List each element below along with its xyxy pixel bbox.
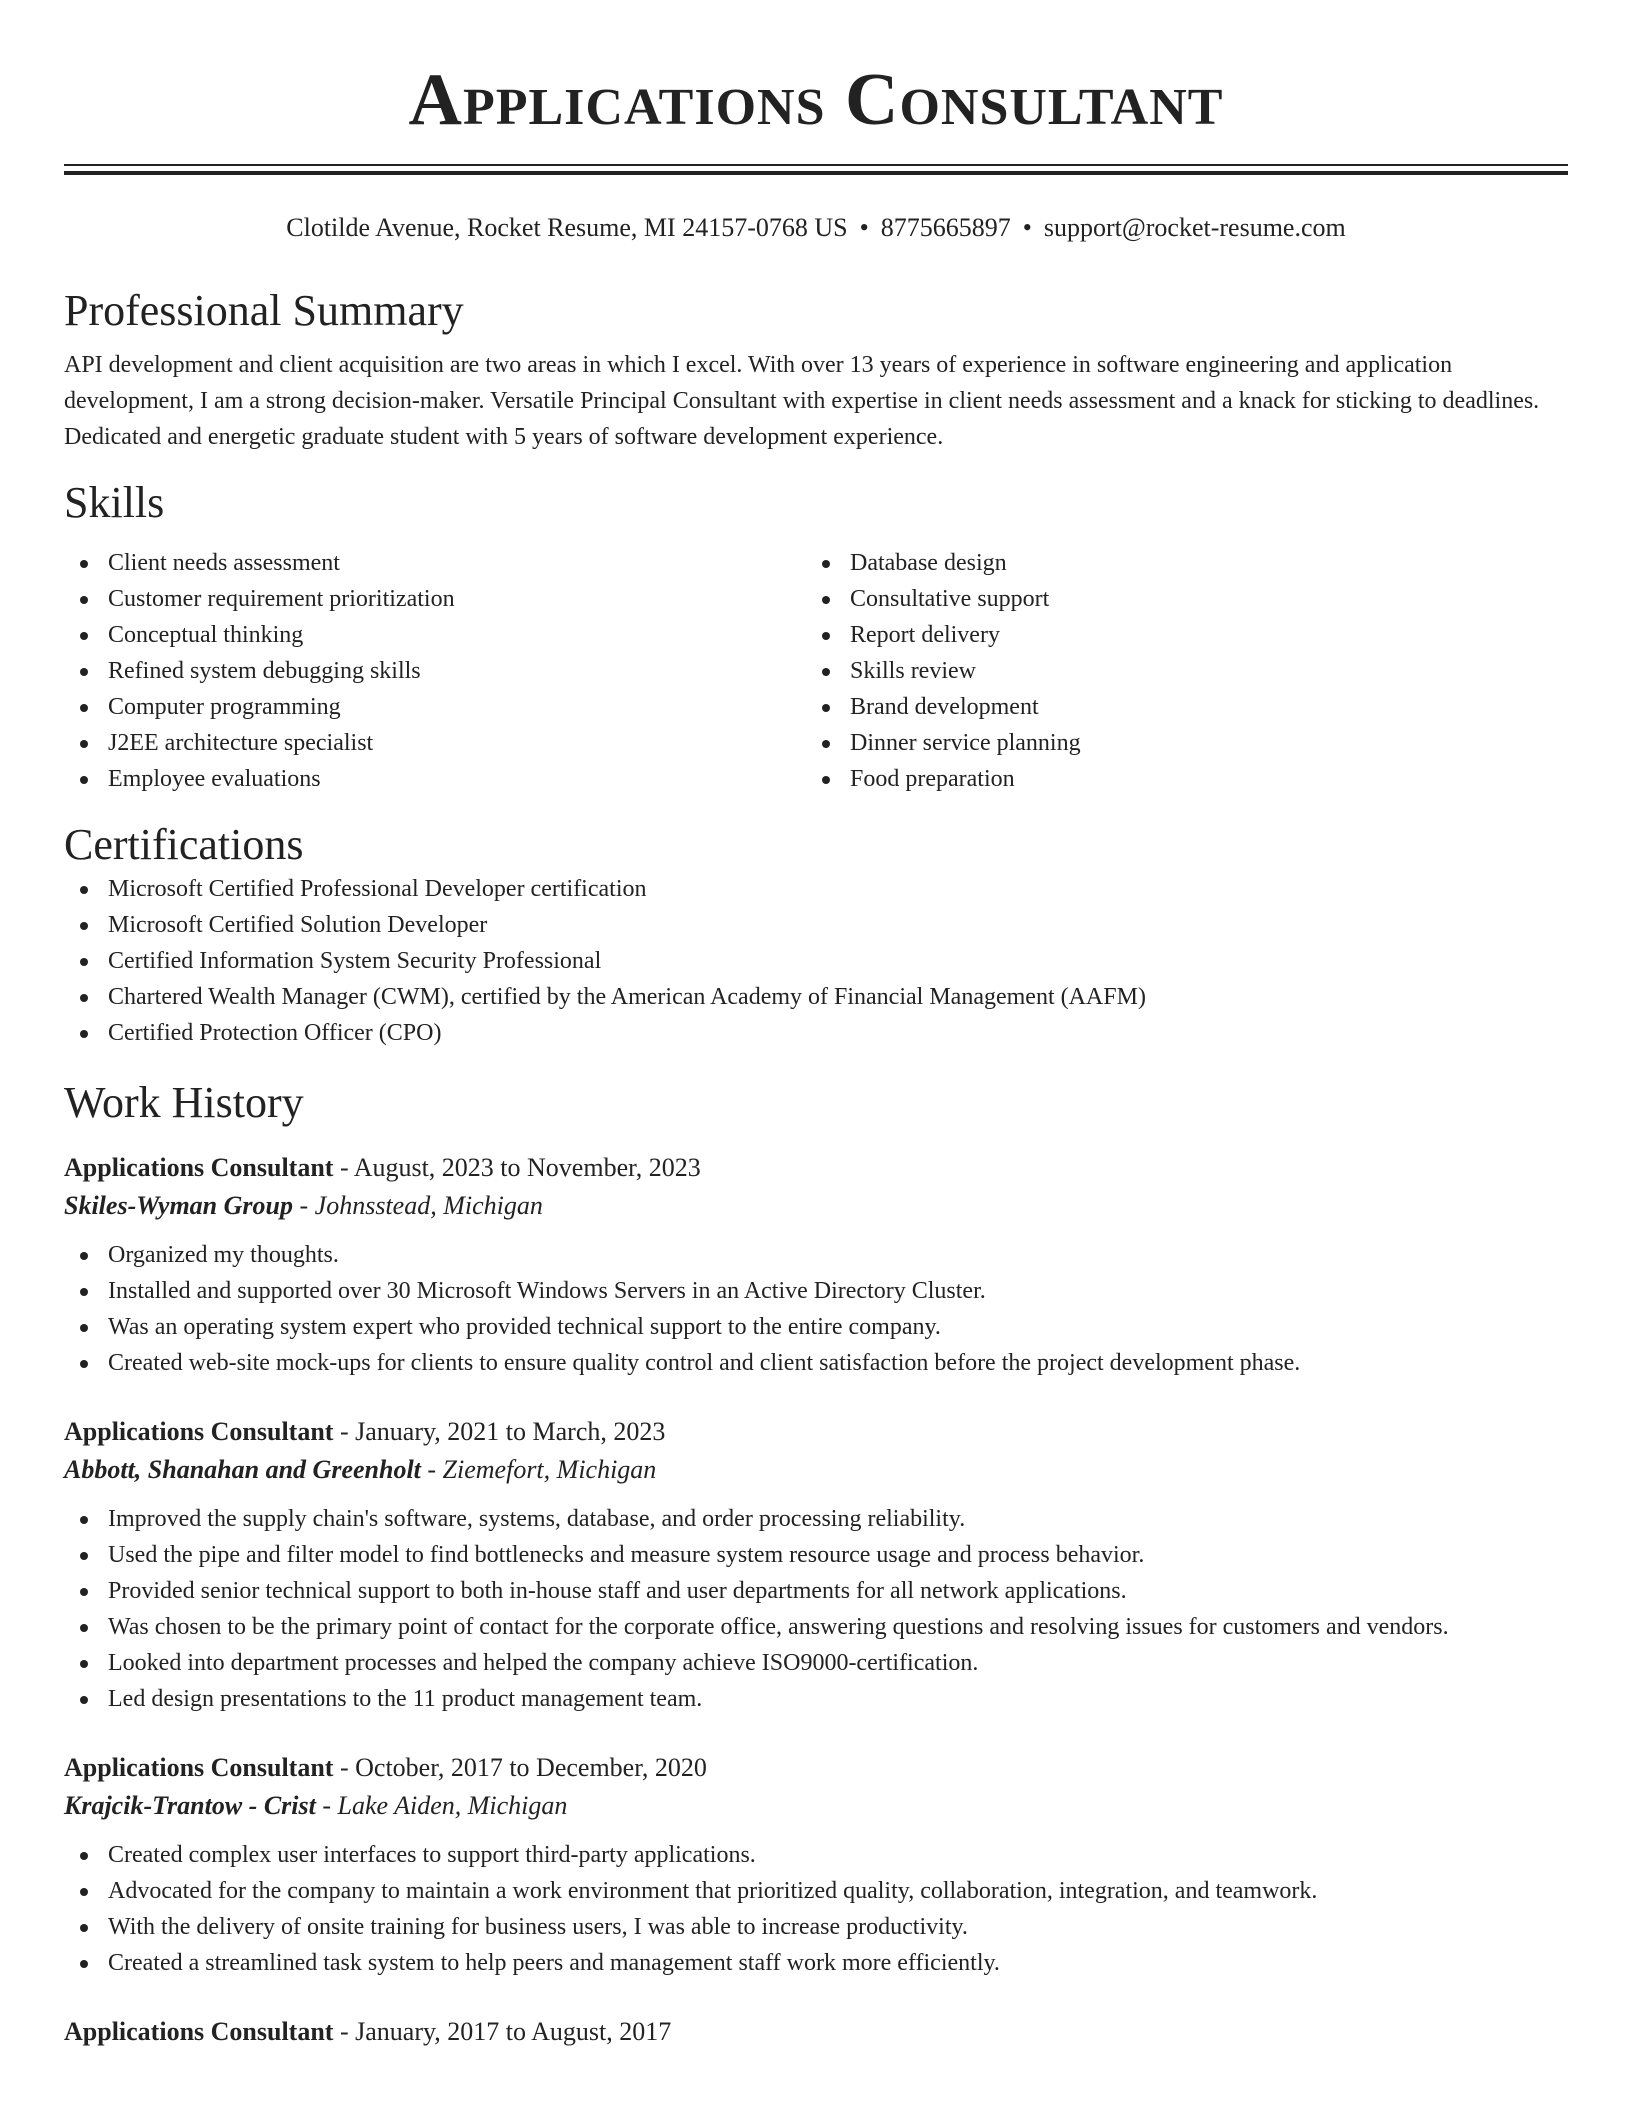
job-company: Skiles-Wyman Group	[64, 1191, 293, 1220]
job-duty-item: Created web-site mock-ups for clients to ensure quality control and client satisfaction before the project development phase.	[64, 1345, 1568, 1381]
skill-item: Refined system debugging skills	[64, 653, 806, 689]
job-duty-item: Installed and supported over 30 Microsoft Windows Servers in an Active Directory Cluster.	[64, 1273, 1568, 1309]
job-duty-item: Looked into department processes and helped the company achieve ISO9000-certification.	[64, 1645, 1568, 1681]
job-title-line	[64, 2013, 1568, 2051]
contact-phone: 8775665897	[880, 213, 1011, 242]
skill-item: Conceptual thinking	[64, 617, 806, 653]
certification-item: Microsoft Certified Professional Developer certification	[64, 871, 1568, 907]
job-company: Krajcik-Trantow - Crist	[64, 1791, 316, 1820]
job-entry	[64, 2013, 1568, 2051]
work-history-list	[64, 1149, 1568, 2051]
job-duty-item: With the delivery of onsite training for business users, I was able to increase productivity.	[64, 1909, 1568, 1945]
job-role: Applications Consultant	[64, 2017, 334, 2046]
resume-title: Applications Consultant	[408, 59, 1224, 141]
skills-columns	[64, 545, 1568, 797]
contact-address: Clotilde Avenue, Rocket Resume, MI 24157-0768 US	[286, 213, 848, 242]
job-company-line	[64, 1451, 1568, 1489]
separator-dot: •	[1022, 213, 1032, 242]
skill-item: Employee evaluations	[64, 761, 806, 797]
job-duty-item: Provided senior technical support to both in-house staff and user departments for all network applications.	[64, 1573, 1568, 1609]
job-entry	[64, 1749, 1568, 1981]
contact-line	[64, 211, 1568, 245]
certification-item: Microsoft Certified Solution Developer	[64, 907, 1568, 943]
skills-list-left	[64, 545, 806, 797]
separator-dot: •	[859, 213, 869, 242]
job-duties-list	[64, 1837, 1568, 1981]
job-title-line	[64, 1749, 1568, 1787]
skills-column-right	[806, 545, 1548, 797]
section-heading-certifications: Certifications	[64, 820, 304, 869]
section-heading-skills: Skills	[64, 478, 165, 527]
job-role: Applications Consultant	[64, 1417, 334, 1446]
job-duty-item: Used the pipe and filter model to find bottlenecks and measure system resource usage and process behavior.	[64, 1537, 1568, 1573]
skill-item: Food preparation	[806, 761, 1548, 797]
job-company-line	[64, 1187, 1568, 1225]
job-duty-item: Organized my thoughts.	[64, 1237, 1568, 1273]
job-role: Applications Consultant	[64, 1753, 334, 1782]
title-rule	[64, 164, 1568, 175]
job-dates: - January, 2017 to August, 2017	[333, 2017, 672, 2046]
skill-item: Consultative support	[806, 581, 1548, 617]
section-heading-summary: Professional Summary	[64, 286, 464, 335]
contact-email: support@rocket-resume.com	[1043, 213, 1346, 242]
job-title-line	[64, 1149, 1568, 1187]
job-entry	[64, 1413, 1568, 1717]
skill-item: Skills review	[806, 653, 1548, 689]
job-location: - Ziemefort, Michigan	[420, 1455, 657, 1484]
job-location: - Johnsstead, Michigan	[293, 1191, 543, 1220]
job-role: Applications Consultant	[64, 1153, 334, 1182]
job-duties-list	[64, 1237, 1568, 1381]
skill-item: Dinner service planning	[806, 725, 1548, 761]
summary-paragraph: API development and client acquisition are two areas in which I excel. With over 13 years of experience in software engineering and application development, I am a strong decision-maker. Versatile Principal Consultant with expertise in client needs assessment and a knack for sticking to deadlines. Dedicated and energetic graduate student with 5 years of software development experience.	[64, 352, 1540, 450]
skills-column-left	[64, 545, 806, 797]
job-entry	[64, 1149, 1568, 1381]
job-company: Abbott, Shanahan and Greenholt	[64, 1455, 421, 1484]
skills-list-right	[806, 545, 1548, 797]
job-duty-item: Was an operating system expert who provided technical support to the entire company.	[64, 1309, 1568, 1345]
skill-item: Report delivery	[806, 617, 1548, 653]
skill-item: J2EE architecture specialist	[64, 725, 806, 761]
skill-item: Client needs assessment	[64, 545, 806, 581]
certification-item: Certified Protection Officer (CPO)	[64, 1015, 1568, 1051]
job-duty-item: Improved the supply chain's software, systems, database, and order processing reliability.	[64, 1501, 1568, 1537]
job-dates: - October, 2017 to December, 2020	[333, 1753, 707, 1782]
job-duty-item: Advocated for the company to maintain a work environment that prioritized quality, collaboration, integration, and teamwork.	[64, 1873, 1568, 1909]
job-duty-item: Created a streamlined task system to help peers and management staff work more efficiently.	[64, 1945, 1568, 1981]
resume-page	[64, 0, 1568, 2051]
job-duty-item: Created complex user interfaces to support third-party applications.	[64, 1837, 1568, 1873]
job-company-line	[64, 1787, 1568, 1825]
job-location: - Lake Aiden, Michigan	[315, 1791, 568, 1820]
job-duty-item: Led design presentations to the 11 product management team.	[64, 1681, 1568, 1717]
skill-item: Database design	[806, 545, 1548, 581]
job-duties-list	[64, 1501, 1568, 1717]
skill-item: Customer requirement prioritization	[64, 581, 806, 617]
job-duty-item: Was chosen to be the primary point of contact for the corporate office, answering questions and resolving issues for customers and vendors.	[64, 1609, 1568, 1645]
certifications-list	[64, 871, 1568, 1051]
section-heading-work-history: Work History	[64, 1078, 304, 1127]
job-dates: - January, 2021 to March, 2023	[333, 1417, 666, 1446]
job-dates: - August, 2023 to November, 2023	[333, 1153, 701, 1182]
certification-item: Chartered Wealth Manager (CWM), certified by the American Academy of Financial Management (AAFM)	[64, 979, 1568, 1015]
skill-item: Computer programming	[64, 689, 806, 725]
skill-item: Brand development	[806, 689, 1548, 725]
certification-item: Certified Information System Security Professional	[64, 943, 1568, 979]
job-title-line	[64, 1413, 1568, 1451]
